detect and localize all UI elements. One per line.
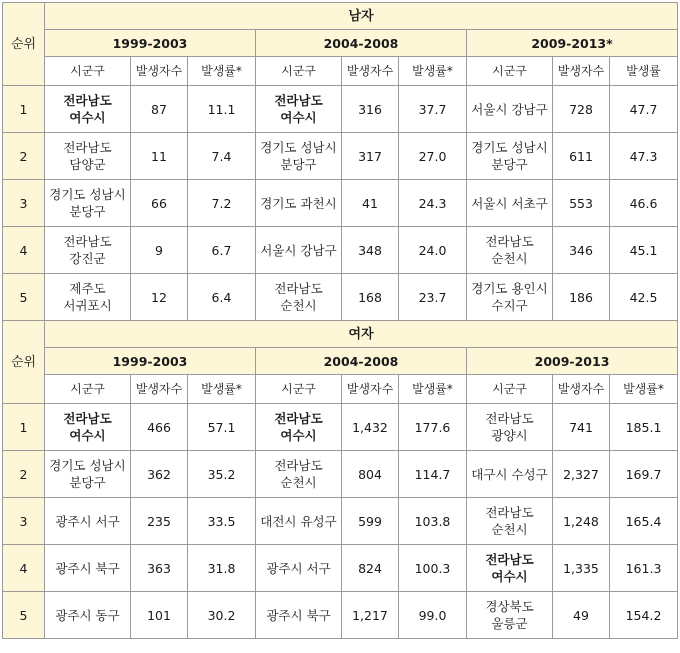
column-header-row [3,57,678,86]
rank-cell: 2 [3,451,45,498]
rank-cell: 5 [3,592,45,639]
table-row [3,274,678,321]
section-title: 남자 [45,3,678,30]
incidence-rate-cell: 100.3 [399,545,467,592]
region-name: 제주도 서귀포시 [63,281,112,313]
column-header: 발생률* [188,57,256,86]
case-count-cell: 316 [342,86,399,133]
region-name: 경기도 용인시 수지구 [471,281,548,313]
region-cell [45,133,131,180]
case-count-cell: 1,248 [553,498,610,545]
region-name: 광주시 북구 [55,560,120,576]
column-header: 발생자수 [342,375,399,404]
table-row [3,545,678,592]
incidence-rate-cell: 114.7 [399,451,467,498]
column-header: 발생자수 [553,375,610,404]
column-header-row [3,375,678,404]
rank-cell: 3 [3,498,45,545]
case-count-cell: 1,432 [342,404,399,451]
column-header: 발생률 [610,57,678,86]
region-name: 전라남도 여수시 [485,552,534,584]
region-cell [256,451,342,498]
incidence-rate-cell: 165.4 [610,498,678,545]
column-header: 발생률* [188,375,256,404]
incidence-rate-cell: 24.3 [399,180,467,227]
incidence-rate-cell: 45.1 [610,227,678,274]
incidence-rate-cell: 42.5 [610,274,678,321]
table-row [3,404,678,451]
table-row [3,592,678,639]
case-count-cell: 741 [553,404,610,451]
case-count-cell: 101 [131,592,188,639]
table-row [3,227,678,274]
incidence-rate-cell: 103.8 [399,498,467,545]
case-count-cell: 87 [131,86,188,133]
region-cell [256,404,342,451]
region-name: 광주시 동구 [55,607,120,623]
region-cell [467,404,553,451]
region-name: 전라남도 여수시 [274,411,323,443]
region-cell [45,592,131,639]
region-cell [256,86,342,133]
region-cell [467,227,553,274]
region-cell [467,133,553,180]
rank-header: 순위 [3,321,45,404]
case-count-cell: 49 [553,592,610,639]
rank-cell: 5 [3,274,45,321]
region-name: 전라남도 여수시 [63,411,112,443]
incidence-rate-cell: 37.7 [399,86,467,133]
region-cell [45,451,131,498]
incidence-rate-cell: 99.0 [399,592,467,639]
region-name: 전라남도 담양군 [63,140,112,172]
rank-cell: 2 [3,133,45,180]
table-row [3,86,678,133]
column-header: 시군구 [256,375,342,404]
region-cell [467,86,553,133]
rank-cell: 1 [3,404,45,451]
case-count-cell: 804 [342,451,399,498]
rank-cell: 1 [3,86,45,133]
column-header: 발생자수 [342,57,399,86]
region-cell [45,545,131,592]
period-header-row [3,30,678,57]
region-cell [45,86,131,133]
region-name: 광주시 북구 [266,607,331,623]
table-row [3,498,678,545]
region-name: 대전시 유성구 [260,513,337,529]
case-count-cell: 611 [553,133,610,180]
region-name: 전라남도 순천시 [274,458,323,490]
region-name: 서울시 강남구 [471,101,548,117]
case-count-cell: 824 [342,545,399,592]
incidence-rate-cell: 35.2 [188,451,256,498]
region-cell [45,274,131,321]
incidence-rate-cell: 6.4 [188,274,256,321]
region-cell [467,274,553,321]
incidence-rate-cell: 47.3 [610,133,678,180]
region-name: 전라남도 여수시 [63,93,112,125]
incidence-rate-cell: 27.0 [399,133,467,180]
case-count-cell: 41 [342,180,399,227]
incidence-rate-cell: 57.1 [188,404,256,451]
region-cell [467,545,553,592]
case-count-cell: 362 [131,451,188,498]
case-count-cell: 728 [553,86,610,133]
rank-cell: 4 [3,227,45,274]
table-row [3,180,678,227]
incidence-rate-cell: 47.7 [610,86,678,133]
region-name: 광주시 서구 [266,560,331,576]
incidence-rate-cell: 154.2 [610,592,678,639]
incidence-rate-cell: 177.6 [399,404,467,451]
case-count-cell: 348 [342,227,399,274]
region-name: 서울시 강남구 [260,242,337,258]
column-header: 발생률* [399,375,467,404]
incidence-rate-cell: 30.2 [188,592,256,639]
period-header: 1999-2003 [45,30,256,57]
case-count-cell: 12 [131,274,188,321]
incidence-rate-cell: 7.2 [188,180,256,227]
table-body [3,3,678,639]
region-name: 경기도 성남시 분당구 [260,140,337,172]
rank-cell: 3 [3,180,45,227]
region-name: 대구시 수성구 [471,466,548,482]
region-name: 경기도 성남시 분당구 [471,140,548,172]
region-name: 광주시 서구 [55,513,120,529]
case-count-cell: 66 [131,180,188,227]
case-count-cell: 11 [131,133,188,180]
region-name: 전라남도 강진군 [63,234,112,266]
region-name: 경기도 성남시 분당구 [49,187,126,219]
case-count-cell: 346 [553,227,610,274]
column-header: 시군구 [45,57,131,86]
region-name: 전라남도 여수시 [274,93,323,125]
case-count-cell: 1,217 [342,592,399,639]
incidence-rate-cell: 24.0 [399,227,467,274]
column-header: 발생률* [399,57,467,86]
region-name: 경상북도 울릉군 [485,599,534,631]
region-cell [256,180,342,227]
incidence-rate-cell: 6.7 [188,227,256,274]
region-cell [256,498,342,545]
section-header-row [3,3,678,30]
rank-header: 순위 [3,3,45,86]
region-name: 경기도 과천시 [260,195,337,211]
region-name: 전라남도 순천시 [485,234,534,266]
table-row [3,451,678,498]
case-count-cell: 599 [342,498,399,545]
period-header: 2004-2008 [256,30,467,57]
case-count-cell: 317 [342,133,399,180]
region-cell [467,592,553,639]
case-count-cell: 168 [342,274,399,321]
incidence-rate-cell: 46.6 [610,180,678,227]
column-header: 시군구 [467,375,553,404]
case-count-cell: 363 [131,545,188,592]
case-count-cell: 466 [131,404,188,451]
column-header: 시군구 [45,375,131,404]
incidence-rate-cell: 23.7 [399,274,467,321]
region-name: 전라남도 순천시 [485,505,534,537]
rank-cell: 4 [3,545,45,592]
table-row [3,133,678,180]
column-header: 발생률* [610,375,678,404]
period-header-row [3,348,678,375]
case-count-cell: 1,335 [553,545,610,592]
region-cell [467,451,553,498]
region-cell [45,180,131,227]
column-header: 발생자수 [131,375,188,404]
region-cell [45,404,131,451]
region-cell [256,274,342,321]
region-cell [45,498,131,545]
period-header: 2009-2013 [467,348,678,375]
region-name: 전라남도 광양시 [485,411,534,443]
incidence-rate-cell: 185.1 [610,404,678,451]
region-cell [467,180,553,227]
region-cell [256,133,342,180]
case-count-cell: 235 [131,498,188,545]
column-header: 시군구 [467,57,553,86]
case-count-cell: 186 [553,274,610,321]
region-cell [45,227,131,274]
region-cell [256,545,342,592]
case-count-cell: 9 [131,227,188,274]
region-name: 서울시 서초구 [471,195,548,211]
period-header: 1999-2003 [45,348,256,375]
incidence-rate-cell: 7.4 [188,133,256,180]
period-header: 2009-2013* [467,30,678,57]
section-header-row [3,321,678,348]
incidence-rate-cell: 161.3 [610,545,678,592]
column-header: 발생자수 [553,57,610,86]
region-cell [256,592,342,639]
case-count-cell: 553 [553,180,610,227]
case-count-cell: 2,327 [553,451,610,498]
incidence-rate-cell: 33.5 [188,498,256,545]
incidence-rate-cell: 11.1 [188,86,256,133]
column-header: 발생자수 [131,57,188,86]
region-cell [467,498,553,545]
incidence-rate-cell: 169.7 [610,451,678,498]
region-cell [256,227,342,274]
region-name: 전라남도 순천시 [274,281,323,313]
incidence-rate-cell: 31.8 [188,545,256,592]
column-header: 시군구 [256,57,342,86]
section-title: 여자 [45,321,678,348]
incidence-ranking-table [2,2,678,639]
period-header: 2004-2008 [256,348,467,375]
region-name: 경기도 성남시 분당구 [49,458,126,490]
